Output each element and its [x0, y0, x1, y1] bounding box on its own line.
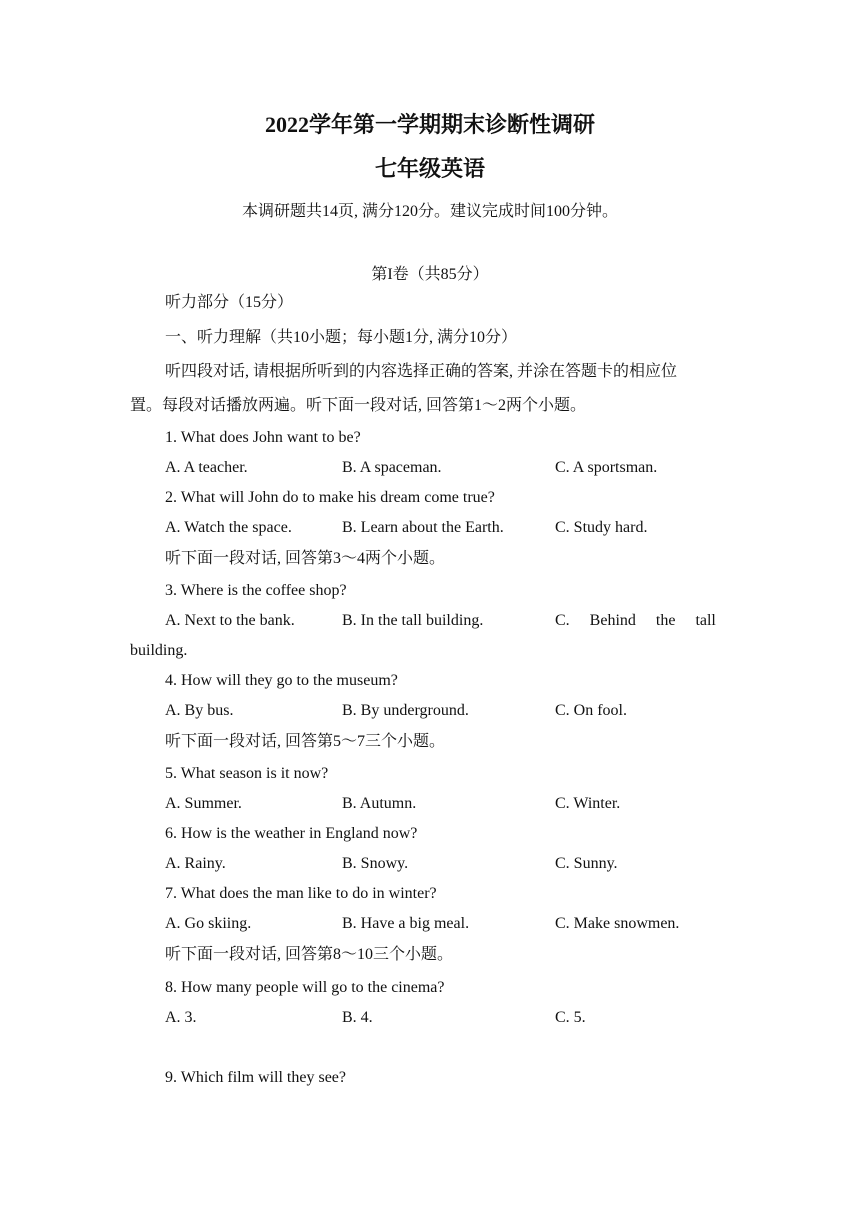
question-7: 7. What does the man like to do in winter?	[165, 885, 437, 902]
q4-option-c: C. On fool.	[555, 702, 627, 719]
q7-option-c: C. Make snowmen.	[555, 915, 680, 932]
dialog-note-3: 听下面一段对话, 回答第5～7三个小题。	[165, 733, 446, 750]
q6-option-b: B. Snowy.	[342, 855, 409, 872]
q8-option-c: C. 5.	[555, 1009, 586, 1026]
question-1: 1. What does John want to be?	[165, 429, 361, 446]
listening-heading: 听力部分（15分）	[165, 294, 294, 311]
q4-option-b: B. By underground.	[342, 702, 469, 719]
exam-title: 2022学年第一学期期末诊断性调研	[264, 112, 595, 137]
q3-option-b: B. In the tall building.	[342, 612, 484, 629]
q2-option-c: C. Study hard.	[555, 519, 648, 536]
section-heading: 一、听力理解（共10小题；每小题1分, 满分10分）	[165, 329, 518, 346]
question-6: 6. How is the weather in England now?	[165, 825, 418, 842]
q8-option-a: A. 3.	[165, 1009, 197, 1026]
question-5: 5. What season is it now?	[165, 765, 329, 782]
question-2: 2. What will John do to make his dream come true?	[165, 489, 495, 506]
question-8: 8. How many people will go to the cinema?	[165, 979, 445, 996]
instruction-line-1: 听四段对话, 请根据所听到的内容选择正确的答案, 并涂在答题卡的相应位	[165, 363, 678, 380]
q7-option-a: A. Go skiing.	[165, 915, 252, 932]
q6-option-a: A. Rainy.	[165, 855, 226, 872]
question-9: 9. Which film will they see?	[165, 1069, 346, 1086]
question-3: 3. Where is the coffee shop?	[165, 582, 347, 599]
q2-option-b: B. Learn about the Earth.	[342, 519, 504, 536]
q1-option-a: A. A teacher.	[165, 459, 248, 476]
question-4: 4. How will they go to the museum?	[165, 672, 398, 689]
q5-option-b: B. Autumn.	[342, 795, 417, 812]
q1-option-b: B. A spaceman.	[342, 459, 442, 476]
q7-option-b: B. Have a big meal.	[342, 915, 470, 932]
q8-option-b: B. 4.	[342, 1009, 373, 1026]
dialog-note-4: 听下面一段对话, 回答第8～10三个小题。	[165, 946, 454, 963]
q3-option-c-continued: building.	[130, 642, 188, 659]
q1-option-c: C. A sportsman.	[555, 459, 658, 476]
q5-option-c: C. Winter.	[555, 795, 621, 812]
q3-option-a: A. Next to the bank.	[165, 612, 295, 629]
q6-option-c: C. Sunny.	[555, 855, 618, 872]
exam-note: 本调研题共14页, 满分120分。建议完成时间100分钟。	[241, 203, 618, 220]
q4-option-a: A. By bus.	[165, 702, 234, 719]
instruction-line-2: 置。每段对话播放两遍。听下面一段对话, 回答第1～2两个小题。	[130, 397, 587, 414]
q5-option-a: A. Summer.	[165, 795, 242, 812]
q2-option-a: A. Watch the space.	[165, 519, 292, 536]
exam-subtitle: 七年级英语	[374, 156, 485, 181]
dialog-note-2: 听下面一段对话, 回答第3～4两个小题。	[165, 550, 446, 567]
part-heading: 第I卷（共85分）	[371, 266, 489, 283]
q3-option-c: C. Behind the tall	[555, 612, 716, 629]
